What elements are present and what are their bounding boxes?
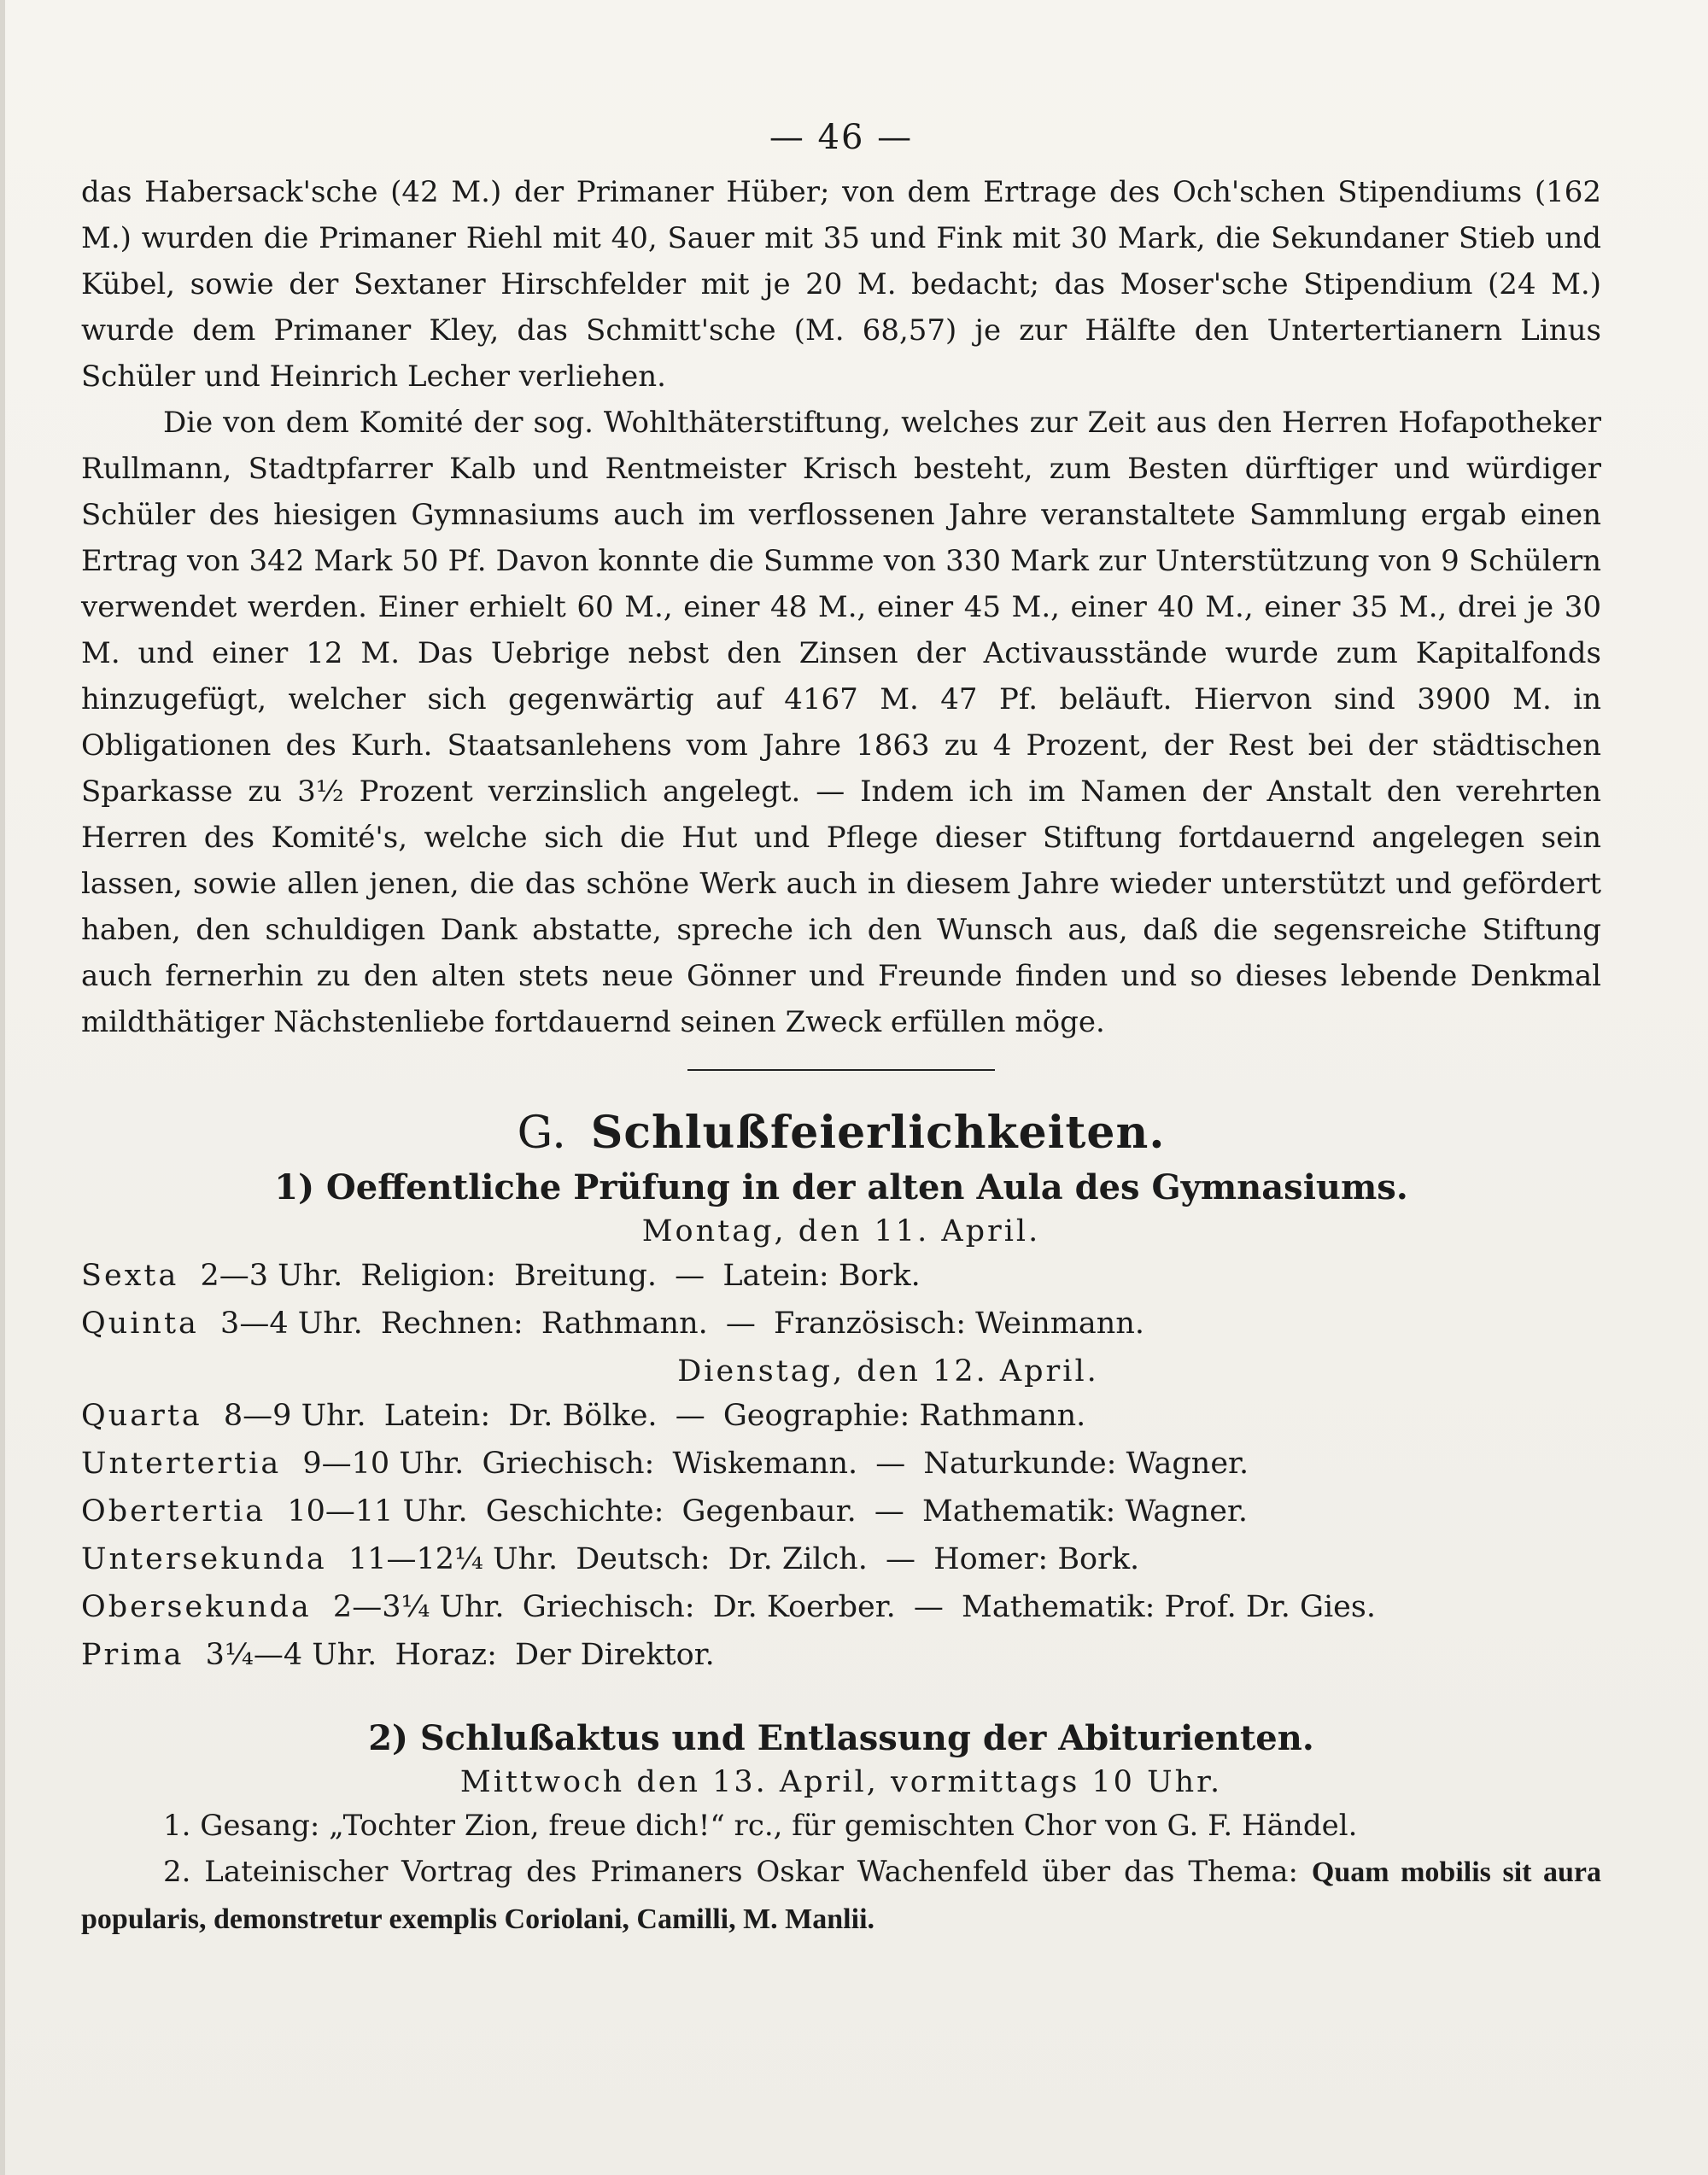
class-name: Untersekunda <box>81 1542 327 1576</box>
schedule-row: Sexta 2—3 Uhr. Religion: Breitung. — Latein: Bork. <box>81 1259 921 1293</box>
teacher: Dr. Zilch. <box>728 1542 868 1576</box>
subject: Homer: <box>933 1542 1049 1576</box>
subject: Mathematik: <box>962 1590 1155 1624</box>
day-tuesday: Dienstag, den 12. April. <box>677 1354 1099 1389</box>
schedule-tuesday <box>81 1392 1601 1679</box>
part2-heading: 2) Schlußaktus und Entlassung der Abiturienten. <box>368 1718 1314 1758</box>
time: 8—9 Uhr. <box>223 1399 366 1433</box>
subject: Naturkunde: <box>923 1447 1117 1481</box>
day-monday: Montag, den 11. April. <box>641 1214 1041 1248</box>
class-name: Untertertia <box>81 1447 282 1481</box>
schedule-monday <box>81 1252 1601 1348</box>
schedule-row: Obersekunda 2—3¼ Uhr. Griechisch: Dr. Koerber. — Mathematik: Prof. Dr. Gies. <box>81 1590 1376 1624</box>
section-letter: G. <box>517 1108 567 1159</box>
teacher: Wagner. <box>1126 1447 1249 1481</box>
teacher: Weinmann. <box>975 1307 1145 1341</box>
schedule-row: Quinta 3—4 Uhr. Rechnen: Rathmann. — Französisch: Weinmann. <box>81 1307 1145 1341</box>
subject: Latein: <box>722 1259 829 1293</box>
class-name: Obertertia <box>81 1494 266 1529</box>
class-name: Obersekunda <box>81 1590 312 1624</box>
teacher: Rathmann. <box>919 1399 1086 1433</box>
subject: Griechisch: <box>522 1590 695 1624</box>
schedule-row: Untertertia 9—10 Uhr. Griechisch: Wiskemann. — Naturkunde: Wagner. <box>81 1447 1249 1481</box>
teacher: Wagner. <box>1125 1494 1248 1529</box>
time: 10—11 Uhr. <box>287 1494 468 1529</box>
teacher: Breitung. <box>513 1259 658 1293</box>
class-name: Prima <box>81 1638 184 1672</box>
paragraph-stipendien: das Habersack'sche (42 M.) der Primaner Hüber; von dem Ertrage des Och'schen Stipendiums (162 M.) wurden die Primaner Riehl mit 40, Sauer mit 35 und Fink mit 30 Mark, die Sekundaner Stieb und Kübel, sowie der Sextaner Hirschfelder mit je 20 M. bedacht; das Moser'sche Stipendium (24 M.) wurde dem Primaner Kley, das Schmitt'sche (M. 68,57) je zur Hälfte den Untertertianern Linus Schüler und Heinrich Lecher verliehen. <box>81 175 1601 394</box>
teacher: Bork. <box>1057 1542 1140 1576</box>
subject: Geographie: <box>722 1399 910 1433</box>
time: 2—3 Uhr. <box>200 1259 343 1293</box>
day-wednesday: Mittwoch den 13. April, vormittags 10 Uhr. <box>459 1765 1223 1799</box>
section-divider <box>687 1069 995 1071</box>
subject: Religion: <box>360 1259 496 1293</box>
teacher: Wiskemann. <box>672 1447 858 1481</box>
teacher: Dr. Koerber. <box>712 1590 896 1624</box>
teacher: Prof. Dr. Gies. <box>1164 1590 1376 1624</box>
teacher: Gegenbaur. <box>681 1494 857 1529</box>
teacher: Dr. Bölke. <box>508 1399 658 1433</box>
class-name: Quinta <box>81 1307 199 1341</box>
subject: Deutsch: <box>576 1542 711 1576</box>
time: 11—12¼ Uhr. <box>348 1542 559 1576</box>
section-title: Schlußfeierlichkeiten. <box>590 1107 1166 1159</box>
time: 9—10 Uhr. <box>302 1447 465 1481</box>
time: 3¼—4 Uhr. <box>205 1638 377 1672</box>
subject: Mathematik: <box>921 1494 1116 1529</box>
schedule-row: Untersekunda 11—12¼ Uhr. Deutsch: Dr. Zilch. — Homer: Bork. <box>81 1542 1140 1576</box>
program-item-2-text: 2. Lateinischer Vortrag des Primaners Oskar Wachenfeld über das Thema: <box>163 1855 1299 1889</box>
page-edge-shadow <box>0 0 5 2175</box>
teacher: Rathmann. <box>541 1307 708 1341</box>
subject: Horaz: <box>395 1638 497 1672</box>
paragraph-wohlthaeterstiftung: Die von dem Komité der sog. Wohlthäterstiftung, welches zur Zeit aus den Herren Hofapotheker Rullmann, Stadtpfarrer Kalb und Rentmeister Krisch besteht, zum Besten dürftiger und würdiger Schüler des hiesigen Gymnasiums auch im verflossenen Jahre veranstaltete Sammlung ergab einen Ertrag von 342 Mark 50 Pf. Davon konnte die Summe von 330 Mark zur Unterstützung von 9 Schülern verwendet werden. Einer erhielt 60 M., einer 48 M., einer 45 M., einer 40 M., einer 35 M., drei je 30 M. und einer 12 M. Das Uebrige nebst den Zinsen der Activausstände wurde zum Kapitalfonds hinzugefügt, welcher sich gegenwärtig auf 4167 M. 47 Pf. beläuft. Hiervon sind 3900 M. in Obligationen des Kurh. Staatsanlehens vom Jahre 1863 zu 4 Prozent, der Rest bei der städtischen Sparkasse zu 3½ Prozent verzinslich angelegt. — Indem ich im Namen der Anstalt den verehrten Herren des Komité's, welche sich die Hut und Pflege dieser Stiftung fortdauernd angelegen sein lassen, sowie allen jenen, die das schöne Werk auch in diesem Jahre wieder unterstützt und gefördert haben, den schuldigen Dank abstatte, spreche ich den Wunsch aus, daß die segensreiche Stiftung auch fernerhin zu den alten stets neue Gönner und Freunde finden und so dieses lebende Denkmal mildthätiger Nächstenliebe fortdauernd seinen Zweck erfüllen möge. <box>81 406 1601 1039</box>
program-item-2-latin-theme: Quam mobilis sit aura popularis, demonstretur exemplis Coriolani, Camilli, M. Manlii. <box>81 1856 1602 1935</box>
subject: Französisch: <box>774 1307 967 1341</box>
section-heading <box>81 1107 1601 1159</box>
subject: Geschichte: <box>485 1494 664 1529</box>
class-name: Quarta <box>81 1399 202 1433</box>
subject: Griechisch: <box>482 1447 655 1481</box>
time: 2—3¼ Uhr. <box>332 1590 505 1624</box>
subject: Latein: <box>383 1399 491 1433</box>
schedule-row: Obertertia 10—11 Uhr. Geschichte: Gegenbaur. — Mathematik: Wagner. <box>81 1494 1248 1529</box>
subject: Rechnen: <box>380 1307 524 1341</box>
page-number: — 46 — <box>769 118 914 157</box>
program-item-2 <box>81 1849 1601 1943</box>
teacher: Bork. <box>838 1259 921 1293</box>
schedule-row: Quarta 8—9 Uhr. Latein: Dr. Bölke. — Geographie: Rathmann. <box>81 1399 1086 1433</box>
program-item-1: 1. Gesang: „Tochter Zion, freue dich!“ rc., für gemischten Chor von G. F. Händel. <box>163 1809 1358 1843</box>
schedule-row <box>81 1631 1601 1679</box>
time: 3—4 Uhr. <box>220 1307 363 1341</box>
part1-heading: 1) Oeffentliche Prüfung in der alten Aula des Gymnasiums. <box>274 1167 1408 1207</box>
class-name: Sexta <box>81 1259 179 1293</box>
teacher: Der Direktor. <box>515 1638 715 1672</box>
